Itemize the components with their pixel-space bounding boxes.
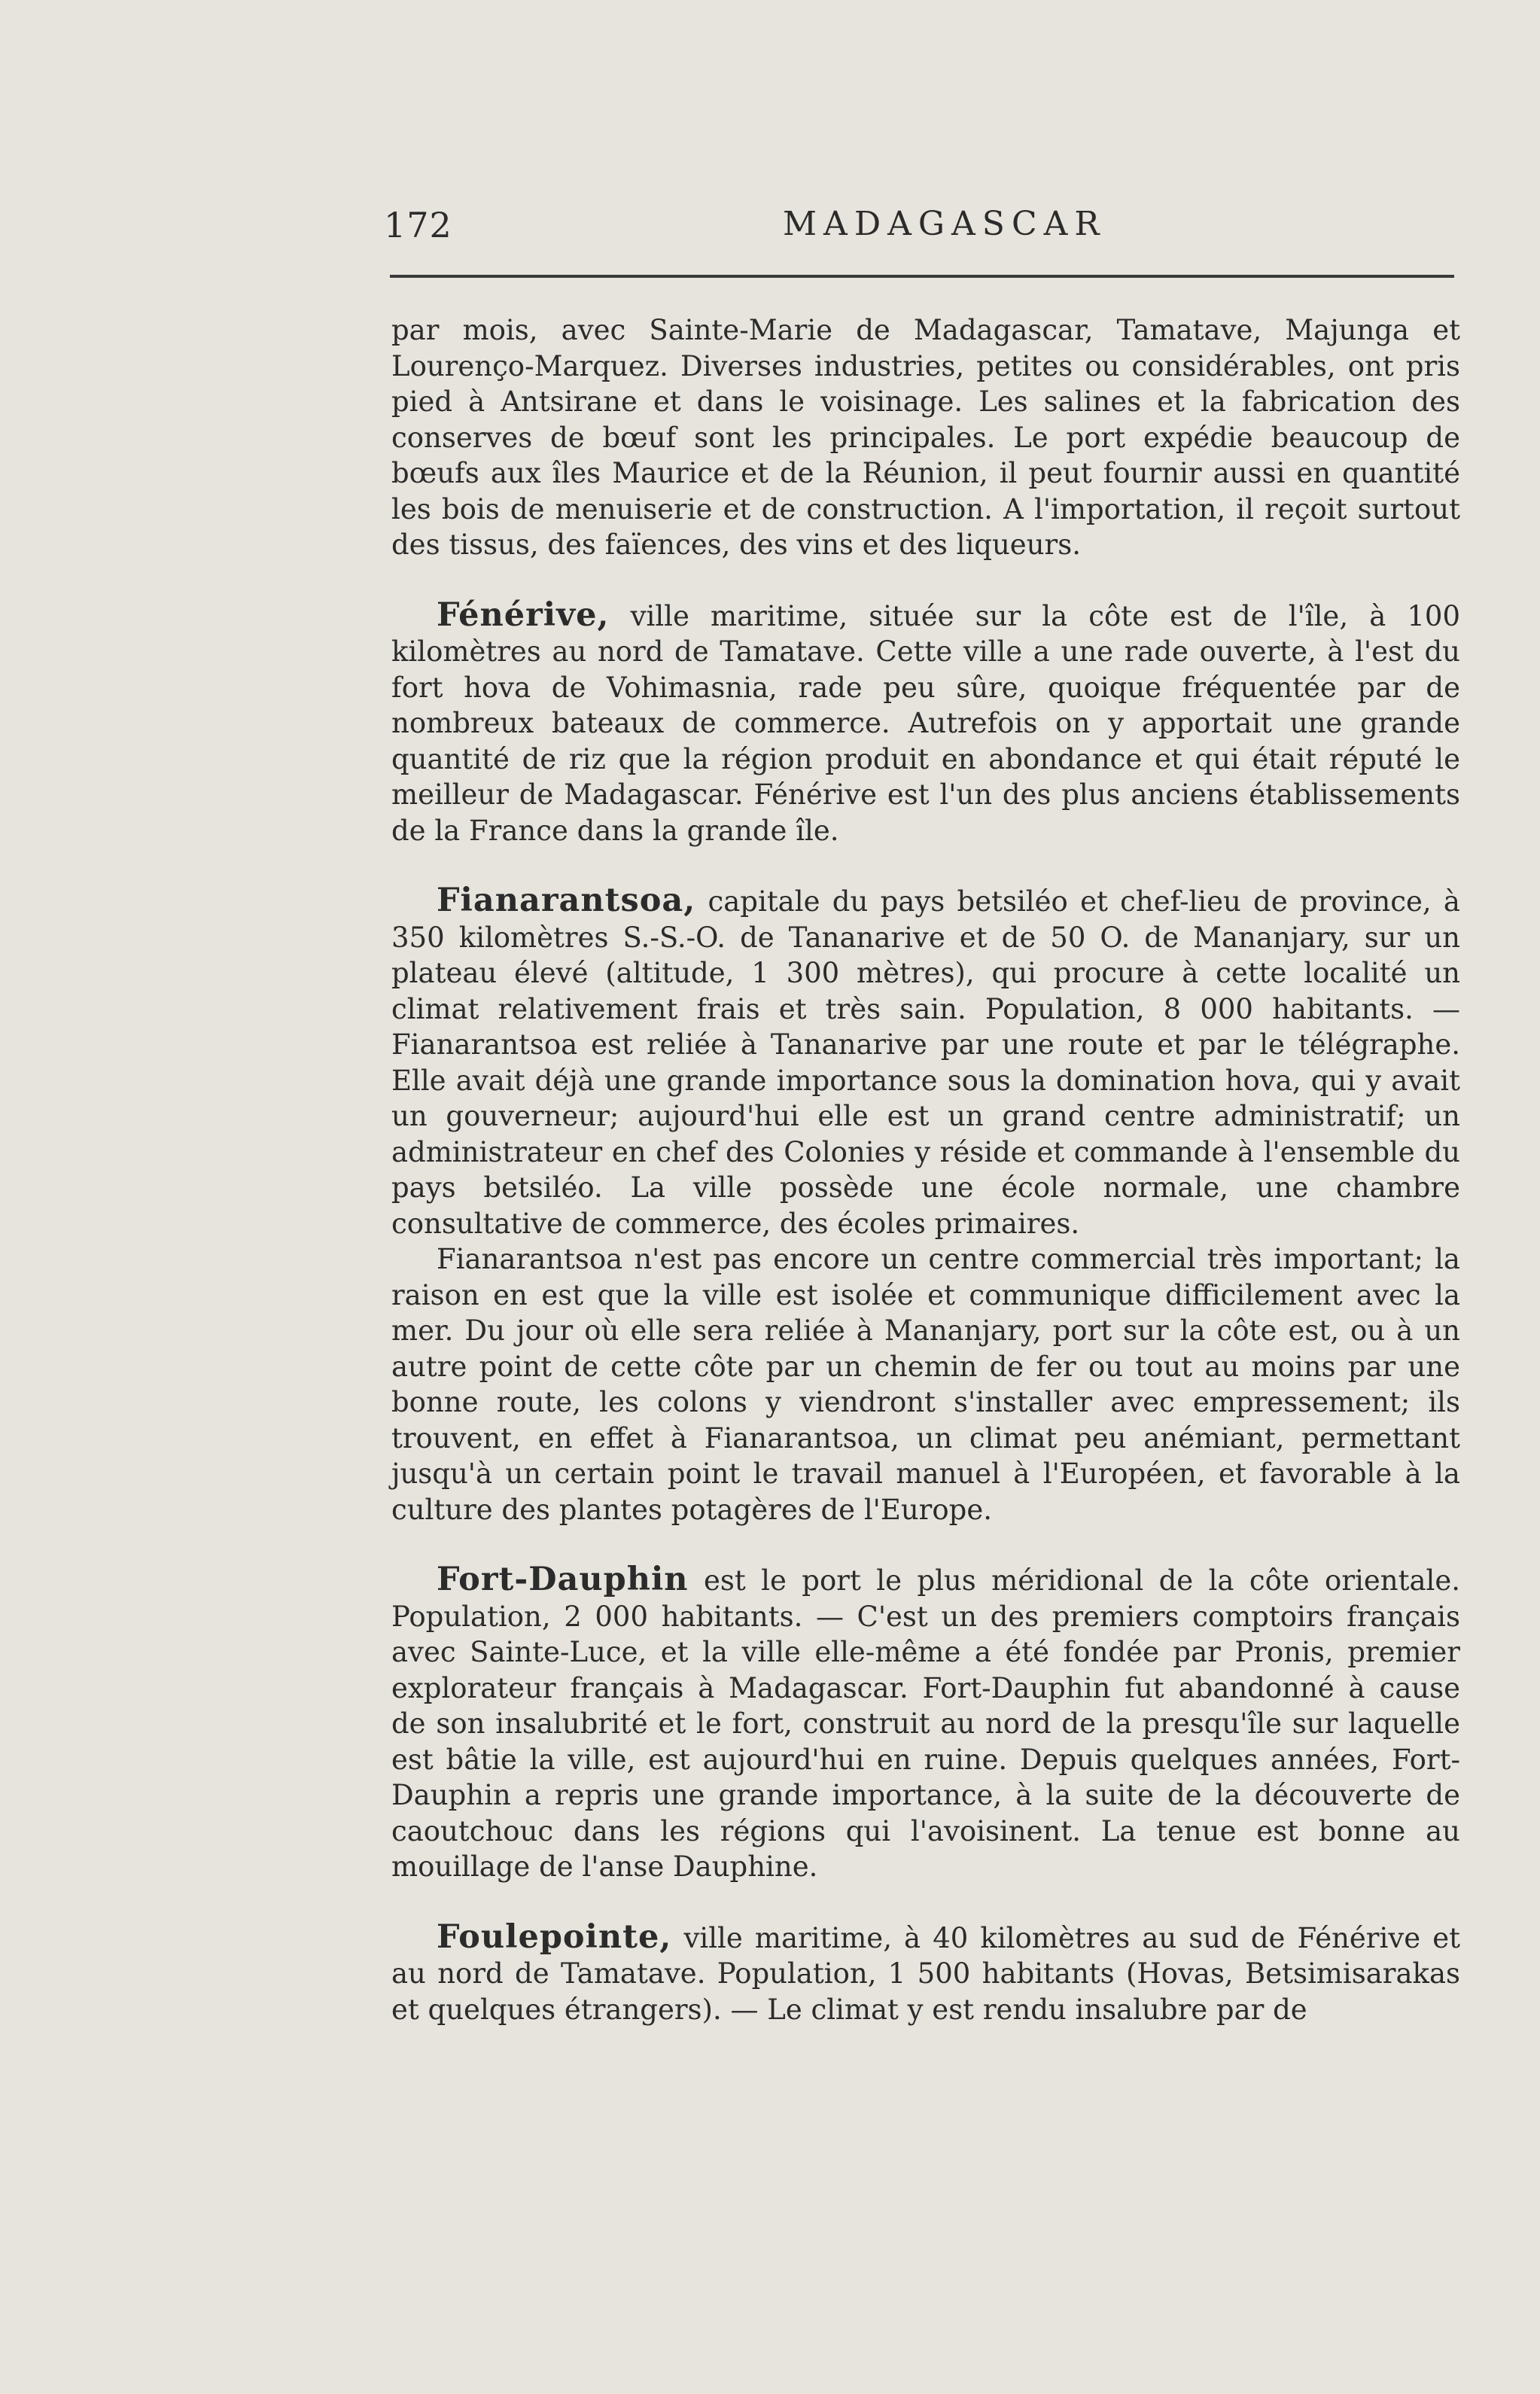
- page-body: [391, 312, 1460, 2027]
- entry-fianarantsoa: [391, 883, 1460, 1241]
- entry-text: ville maritime, située sur la côte est de l'île, à 100 kilomètres au nord de Tamatave. Cette ville a une rade ouverte, à l'est du fort hova de Vohimasnia, rade peu sûre, quoique fréquentée par de nombreux bateaux de commerce. Autrefois on y apportait une grande quantité de riz que la région produit en abondance et qui était réputé le meilleur de Madagascar. Fénérive est l'un des plus anciens établissements de la France dans la grande île.: [391, 599, 1460, 847]
- headword: Fénérive,: [437, 595, 610, 634]
- entry-fort-dauphin: [391, 1562, 1460, 1885]
- entry-text: est le port le plus méridional de la côte orientale. Population, 2 000 habitants. — C'est un des premiers comptoirs français avec Sainte-Luce, et la ville elle-même a été fondée par Pronis, premier explorateur français à Madagascar. Fort-Dauphin fut abandonné à cause de son insalubrité et le fort, construit au nord de la presqu'île sur laquelle est bâtie la ville, est aujourd'hui en ruine. Depuis quelques années, Fort-Dauphin a repris une grande importance, à la suite de la découverte de caoutchouc dans les régions qui l'avoisinent. La tenue est bonne au mouillage de l'anse Dauphine.: [391, 1564, 1460, 1883]
- intro-paragraph: par mois, avec Sainte-Marie de Madagascar, Tamatave, Majunga et Lourenço-Marquez. Diverses industries, petites ou considérables, ont pris pied à Antsirane et dans le voisinage. Les salines et la fabrication des conserves de bœuf sont les principales. Le port expédie beaucoup de bœufs aux îles Maurice et de la Réunion, il peut fournir aussi en quantité les bois de menuiserie et de construction. A l'importation, il reçoit surtout des tissus, des faïences, des vins et des liqueurs.: [391, 314, 1460, 561]
- headword: Foulepointe,: [437, 1917, 672, 1956]
- header-rule: [390, 275, 1454, 278]
- entry-fenerive: [391, 595, 1460, 849]
- entry-continuation: Fianarantsoa n'est pas encore un centre commercial très important; la raison en est que la ville est isolée et communique difficilement avec la mer. Du jour où elle sera reliée à Mananjary, port sur la côte est, ou à un autre point de cette côte par un chemin de fer ou tout au moins par une bonne route, les colons y viendront s'installer avec empressement; ils trouvent, en effet à Fianarantsoa, un climat peu anémiant, permettant jusqu'à un certain point le travail manuel à l'Européen, et favorable à la culture des plantes potagères de l'Europe.: [391, 1243, 1460, 1526]
- headword: Fort-Dauphin: [437, 1561, 689, 1598]
- entry-text: ville maritime, à 40 kilomètres au sud de Fénérive et au nord de Tamatave. Population, 1 500 habitants (Hovas, Betsimisarakas et quelques étrangers). — Le climat y est rendu insalubre par de: [391, 1921, 1460, 2026]
- headword: Fianarantsoa,: [437, 882, 696, 919]
- running-title: MADAGASCAR: [783, 205, 1106, 243]
- page-number: 172: [384, 205, 452, 245]
- entry-text: capitale du pays betsiléo et chef-lieu de province, à 350 kilomètres S.-S.-O. de Tananarive et de 50 O. de Mananjary, sur un plateau élevé (altitude, 1 300 mètres), qui procure à cette localité un climat relativement frais et très sain. Population, 8 000 habitants. — Fianarantsoa est reliée à Tananarive par une route et par le télégraphe. Elle avait déjà une grande importance sous la domination hova, qui y avait un gouverneur; aujourd'hui elle est un grand centre administratif; un administrateur en chef des Colonies y réside et commande à l'ensemble du pays betsiléo. La ville possède une école normale, une chambre consultative de commerce, des écoles primaires.: [391, 885, 1460, 1240]
- entry-foulepointe: [391, 1917, 1460, 2028]
